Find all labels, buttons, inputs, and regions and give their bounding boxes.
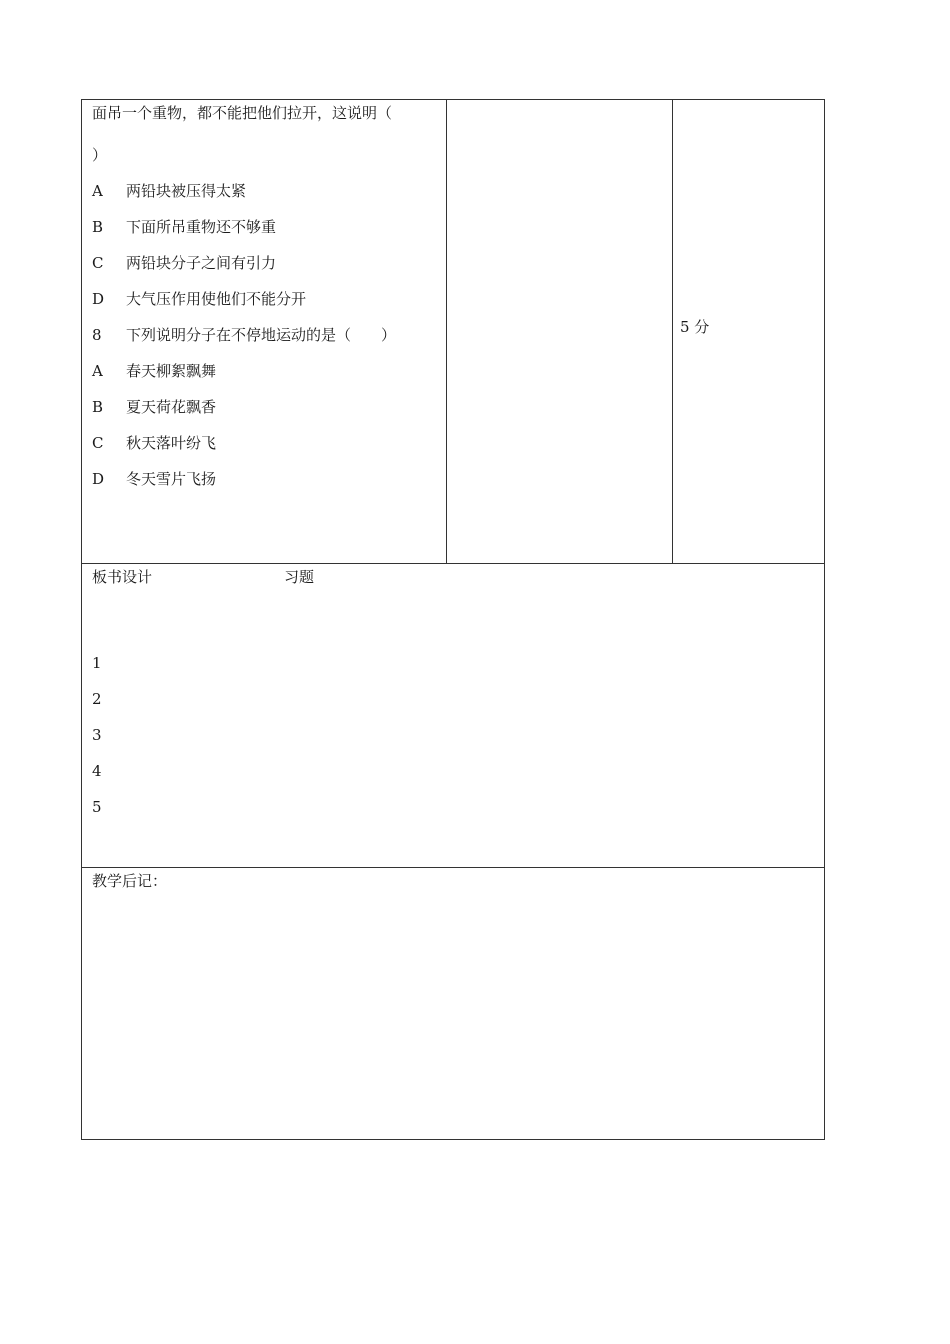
board-item: 2 — [92, 690, 102, 708]
q7-stem-line — [92, 103, 392, 123]
q8-option-a — [92, 361, 216, 381]
option-text: 两铅块分子之间有引力 — [126, 254, 277, 272]
q8-option-d — [92, 469, 216, 489]
option-text: 大气压作用使他们不能分开 — [126, 290, 307, 308]
q7-stem-close: ） — [92, 146, 108, 164]
option-letter: D — [92, 470, 105, 488]
row-divider-2 — [82, 867, 824, 868]
q8-option-c — [92, 433, 216, 453]
board-item: 4 — [92, 762, 102, 780]
option-letter: A — [92, 182, 103, 200]
board-item: 5 — [92, 798, 102, 816]
time-allocation: 5 分 — [680, 318, 710, 336]
board-design-label: 板书设计 — [92, 568, 153, 586]
option-letter: D — [92, 290, 105, 308]
teaching-notes-label: 教学后记： — [92, 872, 168, 890]
option-letter: A — [92, 362, 103, 380]
q7-option-a — [92, 181, 246, 201]
option-text: 夏天荷花飘香 — [126, 398, 217, 416]
q7-option-b — [92, 217, 276, 237]
board-design-title: 习题 — [284, 568, 315, 586]
option-letter: B — [92, 218, 104, 236]
question-number: 8 — [92, 326, 102, 344]
option-letter: C — [92, 434, 104, 452]
option-text: 春天柳絮飘舞 — [126, 362, 217, 380]
board-item: 3 — [92, 726, 102, 744]
option-text: 下面所吊重物还不够重 — [126, 218, 277, 236]
q8-stem — [92, 325, 396, 345]
column-divider-1 — [446, 100, 447, 564]
option-letter: C — [92, 254, 104, 272]
q7-option-c — [92, 253, 276, 273]
q8-option-b — [92, 397, 216, 417]
option-text: 冬天雪片飞扬 — [126, 470, 217, 488]
question-text: 下列说明分子在不停地运动的是（ ） — [126, 326, 397, 344]
q7-option-d — [92, 289, 306, 309]
column-divider-2 — [672, 100, 673, 564]
row-divider-1 — [82, 563, 824, 564]
option-text: 两铅块被压得太紧 — [126, 182, 247, 200]
lesson-plan-table — [81, 99, 825, 1140]
q7-stem-text: 面吊一个重物，都不能把他们拉开，这说明（ — [92, 104, 393, 122]
option-text: 秋天落叶纷飞 — [126, 434, 217, 452]
board-item: 1 — [92, 654, 102, 672]
option-letter: B — [92, 398, 104, 416]
